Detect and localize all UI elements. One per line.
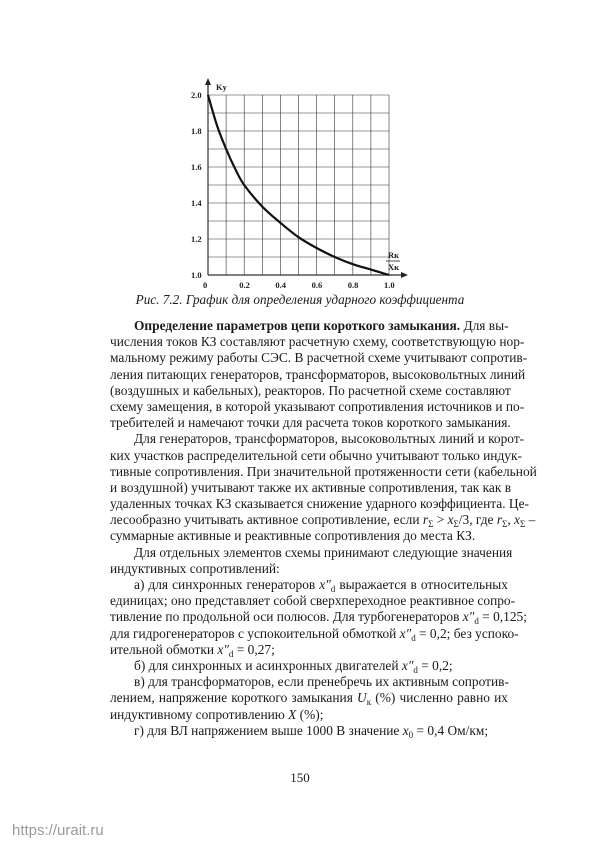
text-segment: удаленных точках КЗ сказывается снижение ударного коэффициента. Це- bbox=[110, 496, 529, 512]
text-segment: x″ bbox=[319, 577, 331, 592]
text-line bbox=[110, 415, 511, 431]
text-segment: ления питающих генераторов, трансформаторов, высоковольтных линий bbox=[110, 366, 526, 382]
text-segment: x″ bbox=[399, 625, 412, 641]
text-line bbox=[110, 382, 511, 399]
text-segment: x″ bbox=[217, 641, 229, 657]
text-line bbox=[110, 609, 527, 627]
text-segment: и воздушной) учитывают также их активные сопротивления, так как в bbox=[110, 479, 512, 495]
text-line bbox=[110, 350, 528, 366]
text-segment: = 0,2; bbox=[417, 657, 453, 673]
text-line bbox=[110, 318, 508, 334]
text-segment: 0 bbox=[408, 729, 414, 740]
text-segment: d bbox=[228, 648, 234, 659]
text-line bbox=[110, 642, 508, 658]
text-line bbox=[110, 658, 508, 674]
text-segment: ительной обмотки bbox=[110, 641, 218, 657]
text-segment: тивные сопротивления. При значительной протяженности сети (кабельной bbox=[110, 463, 537, 479]
text-segment: r bbox=[422, 512, 429, 528]
text-segment: мальному режиму работы СЭС. В расчетной схеме учитывают сопротив- bbox=[110, 350, 528, 366]
x-axis-label-numerator: Rк bbox=[388, 250, 400, 260]
text-segment: d bbox=[413, 664, 418, 675]
y-tick-label: 1.2 bbox=[191, 234, 202, 244]
text-segment: /3, где bbox=[458, 512, 497, 528]
text-segment: числения токов КЗ составляют расчетную схему, соответствующую нор- bbox=[110, 334, 525, 350]
text-segment: для гидрогенераторов с успокоительной обмоткой bbox=[110, 625, 400, 641]
text-line bbox=[110, 334, 525, 350]
text-segment: x″ bbox=[462, 609, 475, 625]
text-line bbox=[110, 479, 512, 496]
text-segment: Σ bbox=[502, 519, 508, 530]
text-line bbox=[110, 690, 508, 706]
text-line bbox=[110, 463, 537, 480]
text-segment: (%); bbox=[296, 706, 324, 722]
text-segment: = 0,27; bbox=[233, 641, 275, 657]
text-line bbox=[110, 496, 529, 512]
text-segment: Для вы- bbox=[460, 318, 509, 333]
x-tick-label: 0.6 bbox=[311, 280, 323, 290]
text-line bbox=[110, 577, 508, 593]
y-axis-arrow-icon bbox=[205, 78, 211, 85]
y-tick-label: 1.8 bbox=[191, 126, 202, 136]
text-segment: > bbox=[433, 512, 448, 528]
text-segment: (%) численно равно их bbox=[371, 690, 508, 706]
x-tick-label: 0.8 bbox=[347, 280, 359, 290]
text-segment: U bbox=[357, 690, 367, 706]
text-segment: Σ bbox=[519, 519, 526, 530]
page-number: 150 bbox=[290, 770, 310, 785]
text-segment: лением, напряжение короткого замыкания bbox=[110, 690, 358, 706]
text-segment: d bbox=[474, 616, 479, 627]
text-segment: г) для ВЛ напряжением выше 1000 В значение bbox=[134, 722, 403, 738]
text-segment: X bbox=[288, 706, 297, 722]
x-tick-label: 0 bbox=[203, 280, 208, 290]
text-segment: Σ bbox=[453, 519, 459, 530]
y-tick-label: 2.0 bbox=[191, 90, 202, 100]
text-line bbox=[110, 674, 508, 690]
text-line bbox=[110, 447, 522, 464]
x-tick-label: 1.0 bbox=[384, 280, 395, 290]
text-segment: схему замещения, в которой указывают сопротивления источников и по- bbox=[110, 398, 525, 414]
text-segment: d bbox=[330, 584, 336, 594]
text-segment: r bbox=[496, 512, 503, 528]
chart-grid bbox=[205, 78, 408, 278]
watermark-link[interactable]: https://urait.ru bbox=[12, 822, 104, 839]
text-segment: x bbox=[514, 512, 520, 528]
y-tick-label: 1.4 bbox=[191, 198, 202, 208]
text-segment: = 0,4 Ом/км; bbox=[413, 722, 489, 738]
figure-caption: Рис. 7.2. График для определения ударного коэффициента bbox=[135, 292, 465, 307]
text-segment: а) для синхронных генераторов bbox=[134, 577, 320, 592]
y-tick-label: 1.0 bbox=[191, 270, 202, 280]
text-segment: индуктивных сопротивлений: bbox=[110, 560, 280, 576]
text-segment: Для отдельных элементов схемы принимают следующие значения bbox=[134, 544, 513, 560]
body-text bbox=[110, 318, 537, 740]
text-segment: выражается в относительных bbox=[335, 577, 509, 592]
x-tick-label: 0.2 bbox=[239, 280, 250, 290]
text-segment: , bbox=[507, 512, 515, 528]
text-segment: единицах; оно представляет собой сверхпереходное реактивное сопро- bbox=[110, 593, 516, 609]
text-segment: x bbox=[447, 512, 454, 528]
x-axis-arrow-icon bbox=[401, 272, 408, 278]
y-tick-label: 1.6 bbox=[191, 162, 202, 172]
text-segment: в) для трансформаторов, если пренебречь их активным сопротив- bbox=[134, 674, 509, 690]
text-segment: б) для синхронных и асинхронных двигателей bbox=[134, 657, 402, 673]
text-line bbox=[110, 512, 536, 530]
text-segment: Для генераторов, трансформаторов, высоковольтных линий и корот- bbox=[134, 431, 525, 447]
text-segment: – bbox=[525, 512, 536, 528]
text-segment: Определение параметров цепи короткого замыкания. bbox=[134, 318, 461, 333]
text-line bbox=[110, 707, 508, 723]
text-segment: требителей и намечают точки для расчета токов короткого замыкания. bbox=[110, 415, 511, 431]
text-line bbox=[110, 366, 526, 383]
text-segment: = 0,2; без успоко- bbox=[415, 625, 519, 641]
text-segment: ких участков распределительной сети обычно учитывают только индук- bbox=[110, 447, 522, 463]
text-line bbox=[110, 398, 525, 415]
text-line bbox=[110, 561, 508, 577]
text-segment: суммарные активные и реактивные сопротивления до места КЗ. bbox=[110, 528, 476, 544]
text-segment: = 0,125; bbox=[478, 609, 527, 625]
text-segment: к bbox=[366, 697, 372, 708]
text-segment: Σ bbox=[428, 519, 434, 530]
text-line bbox=[110, 723, 508, 739]
text-segment: индуктивному сопротивлению bbox=[110, 706, 289, 722]
text-segment: x bbox=[402, 722, 409, 738]
text-segment: лесообразно учитывать активное сопротивление, если bbox=[110, 512, 423, 528]
text-segment: (воздушных и кабельных), реакторов. По расчетной схеме составляют bbox=[110, 382, 511, 398]
impact-coefficient-chart bbox=[150, 70, 410, 292]
text-line bbox=[110, 528, 508, 544]
text-line bbox=[110, 625, 519, 643]
text-line bbox=[110, 431, 525, 447]
text-line bbox=[110, 593, 516, 609]
y-axis-label: Kу bbox=[216, 82, 227, 92]
text-segment: тивление по продольной оси полюсов. Для турбогенераторов bbox=[110, 609, 463, 625]
x-axis-label-denominator: Xк bbox=[388, 262, 400, 272]
x-tick-label: 0.4 bbox=[275, 280, 287, 290]
text-segment: x″ bbox=[401, 657, 414, 673]
text-line bbox=[110, 544, 513, 561]
text-segment: d bbox=[411, 632, 416, 643]
